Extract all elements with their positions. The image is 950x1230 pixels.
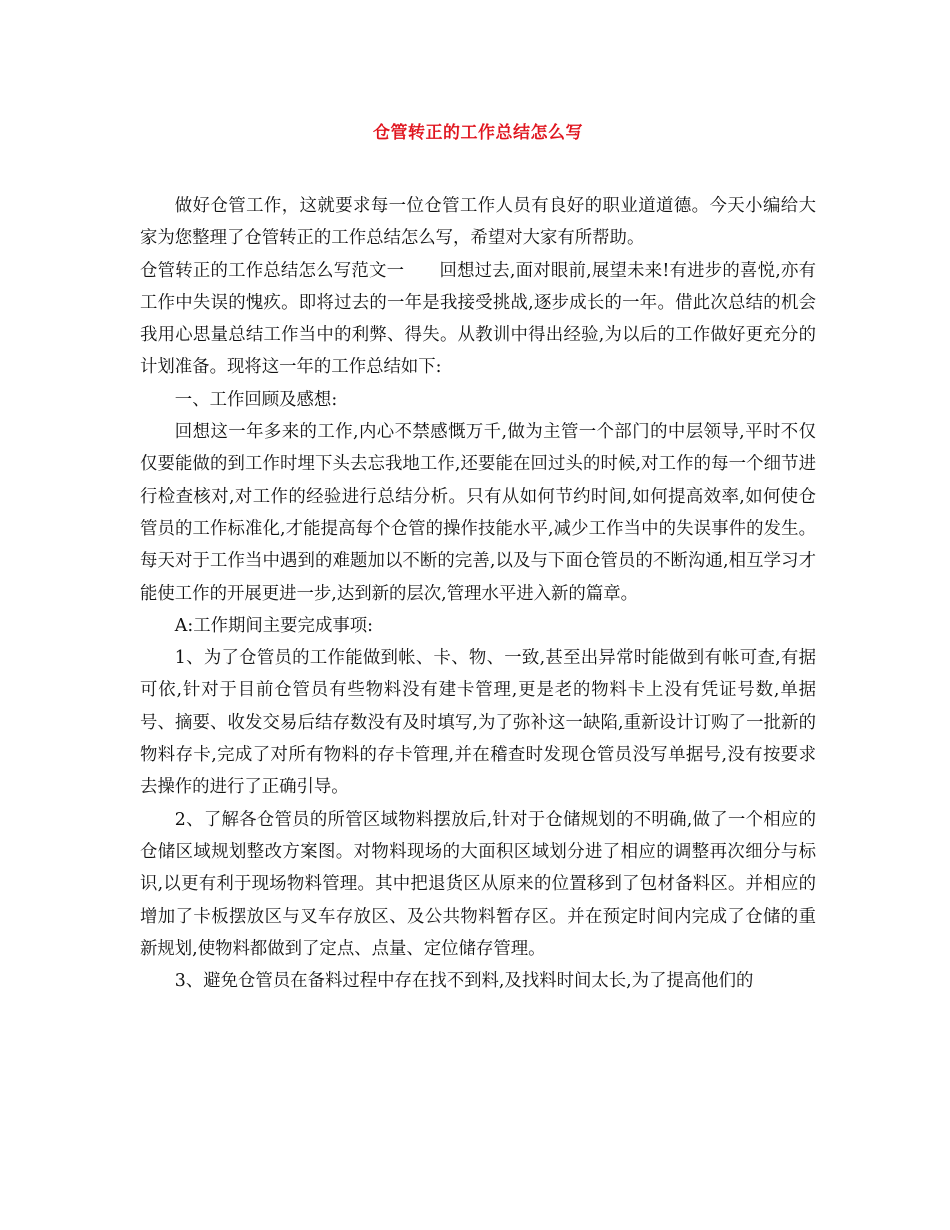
paragraph-sample-heading: 仓管转正的工作总结怎么写范文一 回想过去,面对眼前,展望未来!有进步的喜悦,亦有工作中失误的愧疚。即将过去的一年是我接受挑战,逐步成长的一年。借此次总结的机会我用心思量总结工作当中的利弊、得失。从教训中得出经验,为以后的工作做好更充分的计划准备。现将这一年的工作总结如下:	[140, 260, 816, 378]
paragraph-intro: 做好仓管工作，这就要求每一位仓管工作人员有良好的职业道道德。今天小编给大家为您整理了仓管转正的工作总结怎么写，希望对大家有所帮助。	[140, 196, 816, 249]
paragraph-item-3: 3、避免仓管员在备料过程中存在找不到料,及找料时间太长,为了提高他们的	[174, 971, 754, 992]
paragraph-section-one-heading: 一、工作回顾及感想:	[174, 389, 338, 410]
paragraph-item-1: 1、为了仓管员的工作能做到帐、卡、物、一致,甚至出异常时能做到有帐可查,有据可依,针对于目前仓管员有些物料没有建卡管理,更是老的物料卡上没有凭证号数,单据号、摘要、收发交易后结存数没有及时填写,为了弥补这一缺陷,重新设计订购了一批新的物料存卡,完成了对所有物料的存卡管理,并在稽查时发现仓管员没写单据号,没有按要求去操作的进行了正确引导。	[140, 648, 816, 798]
paragraph-section-a-heading: A:工作期间主要完成事项:	[174, 615, 373, 636]
document-title: 仓管转正的工作总结怎么写	[373, 123, 583, 143]
document-page	[140, 118, 816, 997]
paragraph-item-2: 2、了解各仓管员的所管区域物料摆放后,针对于仓储规划的不明确,做了一个相应的仓储区域规划整改方案图。对物料现场的大面积区域划分进了相应的调整再次细分与标识,以更有利于现场物料管理。其中把退货区从原来的位置移到了包材备料区。并相应的增加了卡板摆放区与叉车存放区、及公共物料暂存区。并在预定时间内完成了仓储的重新规划,使物料都做到了定点、点量、定位储存管理。	[140, 809, 816, 959]
paragraph-review: 回想这一年多来的工作,内心不禁感慨万千,做为主管一个部门的中层领导,平时不仅仅要能做的到工作时埋下头去忘我地工作,还要能在回过头的时候,对工作的每一个细节进行检查核对,对工作的经验进行总结分析。只有从如何节约时间,如何提高效率,如何使仓管员的工作标准化,才能提高每个仓管的操作技能水平,减少工作当中的失误事件的发生。每天对于工作当中遇到的难题加以不断的完善,以及与下面仓管员的不断沟通,相互学习才能使工作的开展更进一步,达到新的层次,管理水平进入新的篇章。	[140, 422, 816, 604]
